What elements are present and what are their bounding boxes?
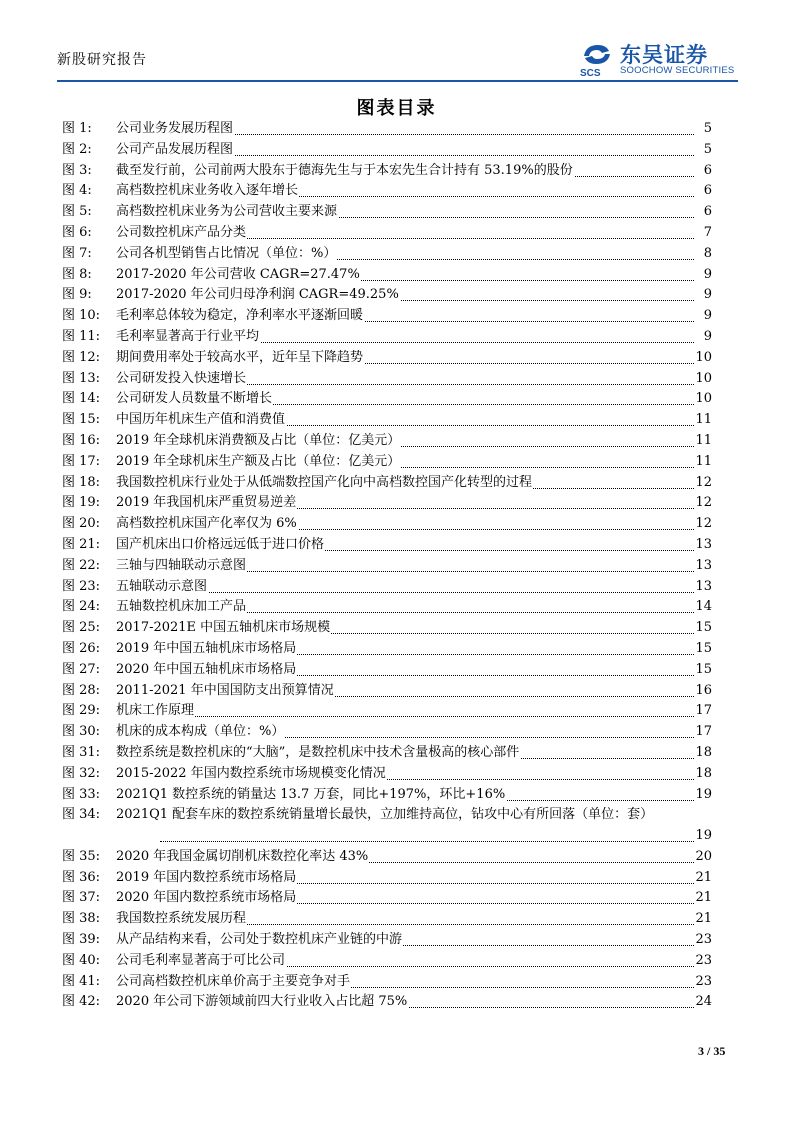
toc-entry-title: 数控系统是数控机床的“大脑”，是数控机床中技术含量极高的核心部件 [116,743,520,764]
toc-entry[interactable] [62,743,712,764]
toc-entry-title: 公司业务发展历程图 [116,119,234,140]
toc-entry-page: 12 [694,514,712,535]
toc-entry-label: 图 42: [62,994,101,1010]
toc-entry-page: 12 [694,473,712,494]
toc-entry-label: 图 11: [62,328,101,344]
soochow-logo-icon [578,42,616,78]
toc-entry-page: 8 [694,244,712,265]
toc-entry-label: 图 23: [62,578,101,594]
toc-entry[interactable] [62,119,712,140]
toc-entry-label: 图 2: [62,141,92,157]
toc-entry-page: 9 [694,265,712,286]
toc-entry-page: 5 [694,119,712,140]
toc-entry-page: 11 [694,452,712,473]
toc-entry-title: 2020 年国内数控系统市场格局 [116,888,297,909]
toc-entry[interactable] [62,348,712,369]
toc-entry-title: 毛利率总体较为稳定，净利率水平逐渐回暖 [116,306,364,327]
toc-entry-title: 高档数控机床国产化率仅为 6% [116,514,298,535]
toc-entry-label: 图 16: [62,432,101,448]
toc-entry[interactable] [62,493,712,514]
toc-entry-page: 11 [694,431,712,452]
toc-entry[interactable] [62,805,712,847]
toc-entry[interactable] [62,389,712,410]
toc-entry-page: 17 [694,701,712,722]
toc-entry-title: 公司高档数控机床单价高于主要竞争对手 [116,972,351,993]
toc-entry-label: 图 41: [62,973,101,989]
toc-entry-label: 图 19: [62,495,101,511]
toc-entry-title: 机床工作原理 [116,701,195,722]
toc-entry-title: 高档数控机床业务为公司营收主要来源 [116,202,338,223]
toc-entry-label: 图 29: [62,703,101,719]
toc-entry-page: 13 [694,577,712,598]
toc-entry-page: 10 [694,389,712,410]
toc-entry-page: 21 [694,868,712,889]
toc-entry-title: 公司研发投入快速增长 [116,369,247,390]
toc-entry-label: 图 33: [62,786,101,802]
toc-entry-page: 6 [694,202,712,223]
toc-entry-title: 2019 年我国机床严重贸易逆差 [116,493,297,514]
toc-entry-label: 图 18: [62,474,101,490]
toc-entry-title: 2017-2020 年公司营收 CAGR=27.47% [116,265,361,286]
toc-entry[interactable] [62,514,712,535]
toc-entry-title: 五轴联动示意图 [116,577,208,598]
toc-entry-label: 图 5: [62,204,92,220]
toc-entry[interactable] [62,660,712,681]
toc-entry-label: 图 13: [62,370,101,386]
toc-entry-label: 图 8: [62,266,92,282]
toc-entry-label: 图 17: [62,453,101,469]
toc-entry-page: 9 [694,285,712,306]
toc-entry-title: 2019 年全球机床生产额及占比（单位：亿美元） [116,452,401,473]
toc-entry[interactable] [62,285,712,306]
toc-entry[interactable] [62,181,712,202]
toc-entry-label: 图 34: [62,807,101,823]
toc-entry-label: 图 1: [62,121,92,136]
brand-logo [578,42,738,78]
toc-entry-title: 2019 年全球机床消费额及占比（单位：亿美元） [116,431,401,452]
toc-entry[interactable] [62,265,712,286]
toc-entry-label: 图 35: [62,848,101,864]
toc-entry-label: 图 22: [62,557,101,573]
toc-entry[interactable] [62,410,712,431]
toc-entry-title: 毛利率显著高于行业平均 [116,327,260,348]
toc-entry-page: 23 [694,930,712,951]
toc-entry-label: 图 10: [62,308,101,324]
brand-name-en: SOOCHOW SECURITIES [620,65,735,76]
toc-entry[interactable] [62,972,712,993]
toc-entry[interactable] [62,140,712,161]
toc-entry-page: 11 [694,410,712,431]
toc-entry-page: 6 [694,181,712,202]
toc-entry-page: 7 [694,223,712,244]
toc-entry[interactable] [62,722,712,743]
toc-title: 图表目录 [356,98,437,119]
toc-entry-label: 图 6: [62,224,92,240]
toc-entry-title: 三轴与四轴联动示意图 [116,556,247,577]
toc-entry-page: 12 [694,493,712,514]
toc-entry-label: 图 31: [62,744,101,760]
toc-entry-title: 公司数控机床产品分类 [116,223,247,244]
toc-entry-page: 14 [694,597,712,618]
toc-leader-dots [116,716,694,717]
toc-entry-title: 2017-2021E 中国五轴机床市场规模 [116,618,331,639]
toc-entry-title: 我国数控机床行业处于从低端数控国产化向中高档数控国产化转型的过程 [116,473,533,494]
toc-entry-page: 18 [694,743,712,764]
toc-entry-label: 图 3: [62,162,92,178]
toc-entry[interactable] [62,992,712,1013]
toc-entry-page: 15 [694,639,712,660]
toc-entry-title: 2015-2022 年国内数控系统市场规模变化情况 [116,764,387,785]
toc-entry[interactable] [62,847,712,868]
toc-entry-title: 公司各机型销售占比情况（单位：%） [116,244,337,265]
toc-entry-page: 6 [694,161,712,182]
toc-entry-page: 10 [694,369,712,390]
toc-entry-title: 国产机床出口价格远远低于进口价格 [116,535,325,556]
toc-entry-title: 机床的成本构成（单位：%） [116,722,285,743]
toc-entry-label: 图 9: [62,287,92,303]
toc-entry-page: 17 [694,722,712,743]
toc-entry-title: 2011-2021 年中国国防支出预算情况 [116,681,335,702]
toc-entry[interactable] [62,888,712,909]
toc-entry-page: 21 [694,909,712,930]
toc-entry-title: 中国历年机床生产值和消费值 [116,410,286,431]
toc-entry-label: 图 21: [62,536,101,552]
toc-entry-page: 23 [694,972,712,993]
toc-entry-title: 2019 年国内数控系统市场格局 [116,868,297,889]
toc-entry-page: 10 [694,348,712,369]
toc-entry-title: 2019 年中国五轴机床市场格局 [116,639,297,660]
toc-entry-title: 高档数控机床业务收入逐年增长 [116,181,299,202]
toc-entry-page: 9 [694,327,712,348]
toc-entry[interactable] [62,597,712,618]
toc-entry-page: 23 [694,951,712,972]
toc-entry-title: 期间费用率处于较高水平，近年呈下降趋势 [116,348,364,369]
toc-entry[interactable] [62,556,712,577]
toc-leader-dots [160,841,694,842]
figure-list [62,119,712,1013]
toc-entry[interactable] [62,618,712,639]
toc-entry[interactable] [62,764,712,785]
toc-entry[interactable] [62,431,712,452]
toc-entry[interactable] [62,473,712,494]
toc-entry-title: 五轴数控机床加工产品 [116,597,247,618]
toc-entry[interactable] [62,535,712,556]
toc-entry-page: 5 [694,140,712,161]
toc-entry-label: 图 37: [62,890,101,906]
toc-entry-page: 9 [694,306,712,327]
report-type: 新股研究报告 [57,52,147,68]
toc-entry-title: 公司毛利率显著高于可比公司 [116,951,286,972]
toc-entry-label: 图 40: [62,952,101,968]
toc-entry-label: 图 12: [62,349,101,365]
page-number: 3 / 35 [698,1044,726,1058]
toc-entry-label: 图 24: [62,599,101,615]
toc-entry-title: 2021Q1 数控系统的销量达 13.7 万套，同比+197%，环比+16% [116,785,506,806]
toc-entry[interactable] [62,577,712,598]
toc-entry-title: 公司产品发展历程图 [116,140,234,161]
toc-entry-page: 16 [694,681,712,702]
toc-entry-label: 图 20: [62,516,101,532]
toc-entry-title: 公司研发人员数量不断增长 [116,389,273,410]
toc-entry-label: 图 28: [62,682,101,698]
toc-entry[interactable] [62,202,712,223]
toc-entry[interactable] [62,930,712,951]
toc-entry[interactable] [62,327,712,348]
toc-entry-page: 21 [694,888,712,909]
toc-entry[interactable] [62,785,712,806]
svg-text:SCS: SCS [580,68,601,78]
toc-entry-page: 19 [694,826,712,847]
toc-entry-title: 2020 年中国五轴机床市场格局 [116,660,297,681]
toc-entry[interactable] [62,369,712,390]
toc-entry-label: 图 25: [62,620,101,636]
toc-entry-label: 图 4: [62,183,92,199]
toc-entry-page: 20 [694,847,712,868]
toc-entry-page: 24 [694,992,712,1013]
toc-entry[interactable] [62,223,712,244]
toc-entry[interactable] [62,951,712,972]
toc-entry-label: 图 7: [62,245,92,261]
toc-entry[interactable] [62,639,712,660]
toc-entry-label: 图 30: [62,724,101,740]
toc-entry[interactable] [62,161,712,182]
toc-entry-label: 图 36: [62,869,101,885]
toc-entry-label: 图 39: [62,932,101,948]
toc-entry[interactable] [62,452,712,473]
toc-entry-title: 截至发行前，公司前两大股东于德海先生与于本宏先生合计持有 53.19%的股份 [116,161,574,182]
toc-entry[interactable] [62,868,712,889]
toc-entry-title: 2020 年公司下游领域前四大行业收入占比超 75% [116,992,408,1013]
toc-entry-label: 图 38: [62,911,101,927]
toc-entry-page: 13 [694,535,712,556]
toc-entry-label: 图 15: [62,412,101,428]
toc-entry-label: 图 26: [62,640,101,656]
toc-entry[interactable] [62,909,712,930]
header-divider [57,80,738,82]
toc-entry-title: 2020 年我国金属切削机床数控化率达 43% [116,847,369,868]
toc-entry[interactable] [62,701,712,722]
toc-entry-label: 图 32: [62,765,101,781]
toc-entry-label: 图 27: [62,661,101,677]
toc-entry-page: 15 [694,618,712,639]
brand-name-cn: 东吴证券 [620,43,708,67]
toc-entry-label: 图 14: [62,391,101,407]
toc-entry-title: 从产品结构来看，公司处于数控机床产业链的中游 [116,930,403,951]
toc-entry-page: 19 [694,785,712,806]
toc-entry-page: 13 [694,556,712,577]
toc-entry-title: 2017-2020 年公司归母净利润 CAGR=49.25% [116,285,400,306]
toc-entry-title: 2021Q1 配套车床的数控系统销量增长最快，立加维持高位，钻攻中心有所回落（单位：套） [116,805,712,826]
toc-entry[interactable] [62,306,712,327]
toc-entry[interactable] [62,244,712,265]
toc-entry-page: 15 [694,660,712,681]
toc-entry[interactable] [62,681,712,702]
toc-entry-title: 我国数控系统发展历程 [116,909,247,930]
toc-entry-page: 18 [694,764,712,785]
